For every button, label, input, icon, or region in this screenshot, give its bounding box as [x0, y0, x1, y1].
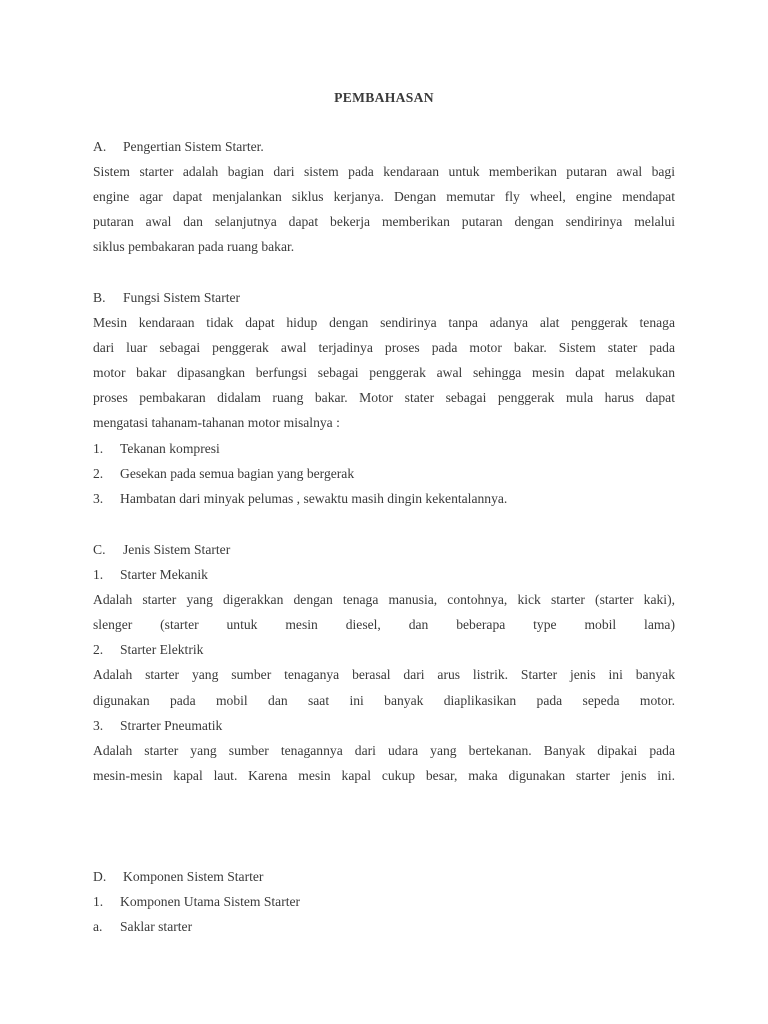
section-a-line-2: engine agar dapat menjalankan siklus kerjanya. Dengan memutar fly wheel, engine mendapat — [93, 189, 675, 204]
section-b-line-2: dari luar sebagai penggerak awal terjadinya proses pada motor bakar. Sistem stater pada — [93, 340, 675, 355]
list-marker: 3. — [93, 718, 104, 733]
section-c-item-1-line-2: slenger (starter untuk mesin diesel, dan beberapa type mobil lama) — [93, 617, 675, 632]
section-d-sub-heading — [93, 889, 675, 914]
section-c-marker: C. — [93, 542, 106, 557]
section-a-heading — [93, 134, 675, 159]
section-c-item-2-line-1: Adalah starter yang sumber tenaganya berasal dari arus listrik. Starter jenis ini banyak — [93, 667, 675, 682]
section-b-heading — [93, 285, 675, 310]
section-c-item-2-line-2: digunakan pada mobil dan saat ini banyak diaplikasikan pada sepeda motor. — [93, 693, 675, 708]
section-a-line-4: siklus pembakaran pada ruang bakar. — [93, 239, 295, 254]
section-a-line-1: Sistem starter adalah bagian dari sistem pada kendaraan untuk memberikan putaran awal bagi — [93, 164, 675, 179]
item-heading-text: Starter Elektrik — [120, 642, 204, 657]
section-a-marker: A. — [93, 139, 107, 154]
section-d-heading-text: Komponen Sistem Starter — [123, 869, 264, 884]
section-c-heading — [93, 537, 675, 562]
section-a-line-3: putaran awal dan selanjutnya dapat bekerja memberikan putaran dengan sendirinya melalui — [93, 214, 675, 229]
sub-heading-text: Komponen Utama Sistem Starter — [120, 894, 301, 909]
section-b-marker: B. — [93, 290, 106, 305]
section-c-item-1-heading — [93, 562, 675, 587]
section-c-item-3-heading — [93, 713, 675, 738]
page-title: PEMBAHASAN — [334, 90, 434, 105]
section-c-item-1-line-1: Adalah starter yang digerakkan dengan tenaga manusia, contohnya, kick starter (starter kaki), — [93, 592, 675, 607]
section-b-line-1: Mesin kendaraan tidak dapat hidup dengan sendirinya tanpa adanya alat penggerak tenaga — [93, 315, 675, 330]
section-b-list-item-2 — [93, 461, 675, 486]
section-b-line-4: proses pembakaran didalam ruang bakar. Motor stater sebagai penggerak mula harus dapat — [93, 390, 675, 405]
list-item-text: Hambatan dari minyak pelumas , sewaktu masih dingin kekentalannya. — [120, 491, 508, 506]
list-item-text: Gesekan pada semua bagian yang bergerak — [120, 466, 355, 481]
list-marker: 2. — [93, 466, 104, 481]
subsub-heading-text: Saklar starter — [120, 919, 193, 934]
list-marker: 2. — [93, 642, 104, 657]
section-b-line-5: mengatasi tahanam-tahanan motor misalnya : — [93, 415, 340, 430]
item-heading-text: Strarter Pneumatik — [120, 718, 223, 733]
section-b-heading-text: Fungsi Sistem Starter — [123, 290, 241, 305]
section-d-marker: D. — [93, 869, 107, 884]
section-b-list-item-1 — [93, 436, 675, 461]
list-marker: 3. — [93, 491, 104, 506]
section-c-item-3-line-1: Adalah starter yang sumber tenagannya dari udara yang bertekanan. Banyak dipakai pada — [93, 743, 675, 758]
section-b-line-3: motor bakar dipasangkan berfungsi sebagai penggerak awal sehingga mesin dapat melakukan — [93, 365, 675, 380]
list-marker: a. — [93, 919, 103, 934]
list-marker: 1. — [93, 441, 104, 456]
list-marker: 1. — [93, 894, 104, 909]
section-c-item-3-line-2: mesin-mesin kapal laut. Karena mesin kapal cukup besar, maka digunakan starter jenis ini. — [93, 768, 675, 783]
section-a-heading-text: Pengertian Sistem Starter. — [123, 139, 264, 154]
item-heading-text: Starter Mekanik — [120, 567, 208, 582]
section-d-subsub-heading — [93, 914, 675, 939]
section-b-list-item-3 — [93, 486, 675, 511]
list-marker: 1. — [93, 567, 104, 582]
section-d-heading — [93, 864, 675, 889]
list-item-text: Tekanan kompresi — [120, 441, 220, 456]
section-c-item-2-heading — [93, 637, 675, 662]
section-c-heading-text: Jenis Sistem Starter — [123, 542, 231, 557]
